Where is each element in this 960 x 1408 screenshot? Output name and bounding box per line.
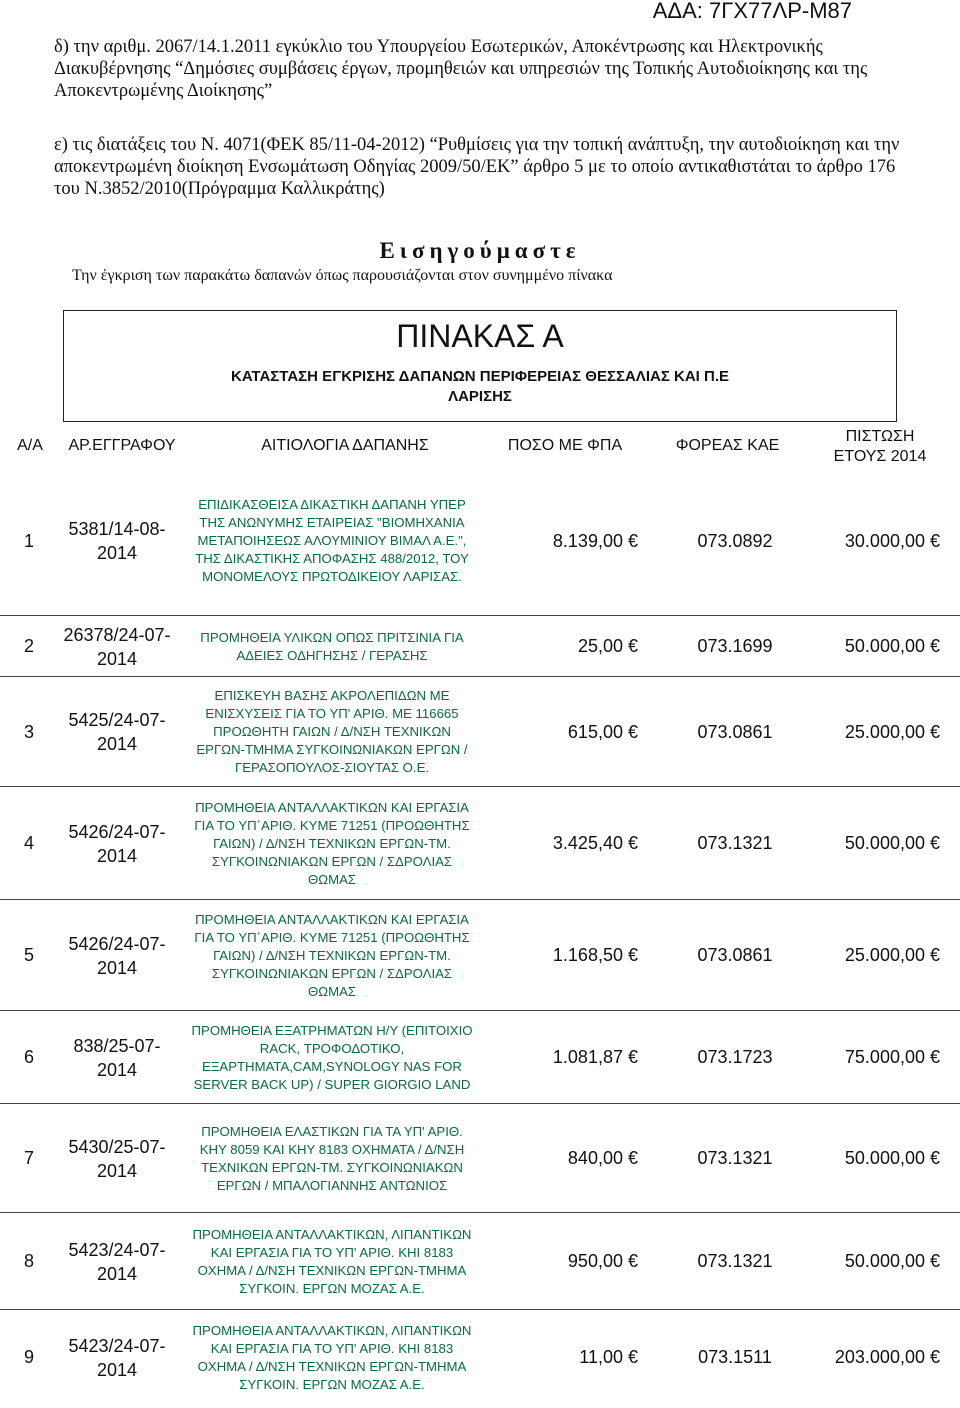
credit-2014-text: 50.000,00 [844, 1148, 925, 1168]
header-credit [815, 427, 945, 467]
table-title-box [63, 310, 897, 422]
expense-description-text: ΠΡΟΜΗΘΕΙΑ ΕΛΑΣΤΙΚΩΝ ΓΙΑ ΤΑ ΥΠ' ΑΡΙΘ. ΚΗΥ 8059 ΚΑΙ ΚΗΥ 8183 ΟΧΗΜΑΤΑ / Δ/ΝΣΗ ΤΕΧΝΙΚΩΝ ΕΡΓΩΝ-ΤΜ. ΣΥΓΚΟΙΝΩΝΙΑΚΩΝ ΕΡΓΩΝ / ΜΠΑΛΟΓΙΑΝΝΗΣ ΑΝΤΩΝΙΟΣ [199, 1123, 465, 1193]
expense-description-text: ΕΠΙΔΙΚΑΣΘΕΙΣΑ ΔΙΚΑΣΤΙΚΗ ΔΑΠΑΝΗ ΥΠΕΡ ΤΗΣ ΑΝΩΝΥΜΗΣ ΕΤΑΙΡΕΙΑΣ "ΒΙΟΜΗΧΑΝΙΑ ΜΕΤΑΠΟΙΗΣΕΩΣ ΑΛΟΥΜΙΝΙΟΥ ΒΙΜΑΛ Α.Ε.", ΤΗΣ ΔΙΚΑΣΤΙΚΗΣ ΑΠΟΦΑΣΗΣ 488/2012, ΤΟΥ ΜΟΝΟΜΕΛΟΥΣ ΠΡΩΤΟΔΙΚΕΙΟΥ ΛΑΡΙΣΑΣ. [195, 497, 469, 584]
amount-with-vat-text: 950,00 [567, 1251, 623, 1271]
expense-description-text: ΠΡΟΜΗΘΕΙΑ ΑΝΤΑΛΛΑΚΤΙΚΩΝ, ΛΙΠΑΝΤΙΚΩΝ ΚΑΙ ΕΡΓΑΣΙΑ ΓΙΑ ΤΟ ΥΠ' ΑΡΙΘ. ΚΗΙ 8183 ΟΧΗΜΑ / Δ/ΝΣΗ ΤΕΧΝΙΚΩΝ ΕΡΓΩΝ-ΤΜΗΜΑ ΣΥΓΚΟΙΝ. ΕΡΓΩΝ ΜΟΖΑΣ Α.Ε. [192, 1322, 472, 1392]
kae-code [680, 722, 790, 743]
expense-description [187, 1022, 477, 1094]
amount-with-vat [488, 722, 638, 743]
row-divider [0, 1010, 960, 1011]
euro-sign: € [627, 530, 638, 551]
amount-with-vat [488, 1047, 638, 1068]
row-divider [0, 899, 960, 900]
table-subtitle-line-2: ΛΑΡΙΣΗΣ [448, 388, 512, 405]
document-number-text: 26378/24-07-2014 [63, 624, 171, 669]
row-number [18, 636, 40, 657]
paragraph-d: δ) την αριθμ. 2067/14.1.2011 εγκύκλιο του Υπουργείου Εσωτερικών, Αποκέντρωσης και Ηλεκτρονικής Διακυβέρνησης “Δημόσιες συμβάσεις έργων, προμηθειών και υπηρεσιών της Τοπικής Αυτοδιοίκησης και της Αποκεντρωμένης Διοίκησης” [54, 37, 868, 101]
expense-description [187, 1226, 477, 1298]
amount-with-vat-text: 8.139,00 [552, 530, 623, 551]
euro-sign: € [627, 721, 638, 742]
table-subtitle [64, 367, 896, 407]
row-number-text: 3 [23, 721, 34, 742]
kae-code [680, 1047, 790, 1068]
header-doc: ΑΡ.ΕΓΓΡΑΦΟΥ [68, 437, 176, 454]
document-number [62, 932, 172, 980]
row-divider [0, 1212, 960, 1213]
euro-sign: € [929, 721, 940, 742]
document-number [62, 1238, 172, 1286]
heading-proposal: Εισηγούμαστε [379, 238, 581, 263]
amount-with-vat-text: 840,00 [567, 1148, 623, 1168]
header-credit-line-2: ΕΤΟΥΣ 2014 [833, 448, 927, 465]
row-divider [0, 786, 960, 787]
paragraph-e: ε) τις διατάξεις του Ν. 4071(ΦΕΚ 85/11-04-2012) “Ρυθμίσεις για την τοπική ανάπτυξη, την αυτοδιοίκηση και την αποκεντρωμένη διοίκηση Ενσωμάτωση Οδηγίας 2009/50/ΕΚ” άρθρο 5 με το οποίο αντικαθιστάται το άρθρο 176 του Ν.3852/2010(Πρόγραμμα Καλλικράτης) [54, 135, 900, 199]
kae-code [680, 1347, 790, 1368]
euro-sign: € [627, 1047, 638, 1067]
euro-sign: € [627, 833, 638, 853]
credit-2014-text: 50.000,00 [844, 1251, 925, 1271]
header-aa: Α/Α [17, 437, 43, 454]
credit-2014 [790, 1047, 940, 1068]
row-number-text: 8 [23, 1251, 34, 1271]
document-number [62, 708, 172, 756]
row-divider [0, 676, 960, 677]
kae-code [680, 945, 790, 966]
euro-sign: € [929, 1047, 940, 1067]
row-number [18, 1251, 40, 1272]
row-number-text: 4 [23, 833, 34, 853]
document-number-text: 5426/24-07-2014 [68, 933, 166, 978]
credit-2014 [790, 1148, 940, 1169]
amount-with-vat-text: 1.081,87 [552, 1047, 623, 1067]
credit-2014 [790, 636, 940, 657]
document-number [62, 820, 172, 868]
kae-code-text: 073.1321 [697, 1251, 773, 1271]
euro-sign: € [929, 530, 940, 551]
expense-description-text: ΠΡΟΜΗΘΕΙΑ ΑΝΤΑΛΛΑΚΤΙΚΩΝ, ΛΙΠΑΝΤΙΚΩΝ ΚΑΙ ΕΡΓΑΣΙΑ ΓΙΑ ΤΟ ΥΠ' ΑΡΙΘ. ΚΗΙ 8183 ΟΧΗΜΑ / Δ/ΝΣΗ ΤΕΧΝΙΚΩΝ ΕΡΓΩΝ-ΤΜΗΜΑ ΣΥΓΚΟΙΝ. ΕΡΓΩΝ ΜΟΖΑΣ Α.Ε. [192, 1226, 472, 1296]
ada-code: ΑΔΑ: 7ΓΧ77ΛΡ-Μ87 [652, 0, 852, 23]
row-number-text: 7 [23, 1148, 34, 1168]
amount-with-vat [488, 833, 638, 854]
amount-with-vat-text: 11,00 [579, 1347, 623, 1367]
document-number-text: 5430/25-07-2014 [68, 1136, 166, 1181]
document-number [62, 1034, 172, 1082]
header-reason: ΑΙΤΙΟΛΟΓΙΑ ΔΑΠΑΝΗΣ [261, 437, 429, 454]
euro-sign: € [929, 1251, 940, 1271]
amount-with-vat-text: 3.425,40 [552, 833, 623, 853]
credit-2014-text: 203.000,00 [834, 1347, 925, 1367]
kae-code [680, 1251, 790, 1272]
expense-description [187, 1123, 477, 1195]
credit-2014 [790, 531, 940, 552]
row-number [18, 1148, 40, 1169]
credit-2014 [790, 1347, 940, 1368]
row-number [18, 833, 40, 854]
kae-code-text: 073.1511 [698, 1347, 772, 1367]
expense-description-text: ΕΠΙΣΚΕΥΗ ΒΑΣΗΣ ΑΚΡΟΛΕΠΙΔΩΝ ΜΕ ΕΝΙΣΧΥΣΕΙΣ ΓΙΑ ΤΟ ΥΠ' ΑΡΙΘ. ΜΕ 116665 ΠΡΟΩΘΗΤΗ ΓΑΙΩΝ / Δ/ΝΣΗ ΤΕΧΝΙΚΩΝ ΕΡΓΩΝ-ΤΜΗΜΑ ΣΥΓΚΟΙΝΩΝΙΑΚΩΝ ΕΡΓΩΝ / ΓΕΡΑΣΟΠΟΥΛΟΣ-ΣΙΟΥΤΑΣ Ο.Ε. [196, 688, 468, 775]
row-number [18, 531, 40, 552]
kae-code-text: 073.1321 [697, 833, 773, 853]
euro-sign: € [627, 945, 638, 965]
row-number-text: 5 [23, 945, 34, 965]
euro-sign: € [627, 636, 638, 656]
amount-with-vat [488, 945, 638, 966]
row-number [18, 1047, 40, 1068]
amount-with-vat [488, 1148, 638, 1169]
kae-code-text: 073.1321 [697, 1148, 773, 1168]
expense-description [187, 911, 477, 1001]
euro-sign: € [627, 1251, 638, 1271]
row-number [18, 945, 40, 966]
row-number-text: 6 [23, 1047, 34, 1067]
document-number [62, 1135, 172, 1183]
credit-2014-text: 25.000,00 [844, 945, 925, 965]
row-number-text: 2 [23, 636, 34, 656]
euro-sign: € [929, 945, 940, 965]
document-number-text: 5425/24-07-2014 [68, 710, 166, 754]
credit-2014-text: 50.000,00 [844, 636, 925, 656]
kae-code [680, 531, 790, 552]
amount-with-vat [488, 1251, 638, 1272]
expense-description-text: ΠΡΟΜΗΘΕΙΑ ΑΝΤΑΛΛΑΚΤΙΚΩΝ ΚΑΙ ΕΡΓΑΣΙΑ ΓΙΑ ΤΟ ΥΠ΄ΑΡΙΘ. ΚΥΜΕ 71251 (ΠΡΟΩΘΗΤΗΣ ΓΑΙΩΝ) / Δ/ΝΣΗ ΤΕΧΝΙΚΩΝ ΕΡΓΩΝ-ΤΜ. ΣΥΓΚΟΙΝΩΝΙΑΚΩΝ ΕΡΓΩΝ / ΣΔΡΟΛΙΑΣ ΘΩΜΑΣ [194, 911, 470, 999]
row-divider [0, 1103, 960, 1104]
row-number-text: 1 [23, 530, 34, 551]
header-kae: ΦΟΡΕΑΣ ΚΑΕ [675, 437, 780, 454]
table-title: ΠΙΝΑΚΑΣ Α [396, 318, 564, 354]
kae-code [680, 636, 790, 657]
credit-2014 [790, 945, 940, 966]
credit-2014-text: 30.000,00 [844, 530, 925, 551]
credit-2014 [790, 833, 940, 854]
kae-code [680, 1148, 790, 1169]
kae-code-text: 073.1723 [697, 1047, 773, 1067]
document-number-text: 5423/24-07-2014 [68, 1335, 166, 1380]
amount-with-vat [488, 636, 638, 657]
expense-description-text: ΠΡΟΜΗΘΕΙΑ ΥΛΙΚΩΝ ΟΠΩΣ ΠΡΙΤΣΙΝΙΑ ΓΙΑ ΑΔΕΙΕΣ ΟΔΗΓΗΣΗΣ / ΓΕΡΑΣΗΣ [200, 629, 464, 663]
approval-subline: Την έγκριση των παρακάτω δαπανών όπως παρουσιάζονται στον συνημμένο πίνακα [72, 267, 613, 284]
expense-description [187, 799, 477, 889]
euro-sign: € [929, 833, 940, 853]
row-number-text: 9 [23, 1347, 34, 1367]
kae-code-text: 073.0861 [697, 945, 773, 965]
document-number-text: 5426/24-07-2014 [68, 821, 166, 866]
euro-sign: € [929, 1347, 940, 1367]
document-number [62, 623, 172, 671]
expense-description-text: ΠΡΟΜΗΘΕΙΑ ΕΞΑΤΡΗΜΑΤΩΝ Η/Υ (ΕΠΙΤΟΙΧΙΟ RACK, ΤΡΟΦΟΔΟΤΙΚΟ, ΕΞΑΡΤΗΜΑΤΑ,CAM,SYNOLOGY NAS FOR SERVER BACK UP) / SUPER GIORGIO LAND [191, 1022, 473, 1092]
expense-description-text: ΠΡΟΜΗΘΕΙΑ ΑΝΤΑΛΛΑΚΤΙΚΩΝ ΚΑΙ ΕΡΓΑΣΙΑ ΓΙΑ ΤΟ ΥΠ΄ΑΡΙΘ. ΚΥΜΕ 71251 (ΠΡΟΩΘΗΤΗΣ ΓΑΙΩΝ) / Δ/ΝΣΗ ΤΕΧΝΙΚΩΝ ΕΡΓΩΝ-ΤΜ. ΣΥΓΚΟΙΝΩΝΙΑΚΩΝ ΕΡΓΩΝ / ΣΔΡΟΛΙΑΣ ΘΩΜΑΣ [194, 799, 470, 887]
row-divider [0, 1309, 960, 1310]
kae-code-text: 073.0892 [697, 530, 773, 551]
euro-sign: € [627, 1347, 638, 1367]
euro-sign: € [929, 1148, 940, 1168]
amount-with-vat [488, 531, 638, 552]
row-number [18, 1347, 40, 1368]
kae-code [680, 833, 790, 854]
document-number-text: 838/25-07-2014 [73, 1035, 161, 1080]
header-amount: ΠΟΣΟ ΜΕ ΦΠΑ [507, 437, 623, 454]
expense-description [187, 1322, 477, 1394]
credit-2014-text: 75.000,00 [844, 1047, 925, 1067]
header-credit-line-1: ΠΙΣΤΩΣΗ [845, 428, 915, 445]
row-number [18, 722, 40, 743]
row-divider [0, 615, 960, 616]
euro-sign: € [929, 636, 940, 656]
kae-code-text: 073.0861 [697, 721, 773, 742]
table-subtitle-line-1: ΚΑΤΑΣΤΑΣΗ ΕΓΚΡΙΣΗΣ ΔΑΠΑΝΩΝ ΠΕΡΙΦΕΡΕΙΑΣ ΘΕΣΣΑΛΙΑΣ ΚΑΙ Π.Ε [231, 368, 729, 385]
document-number-text: 5423/24-07-2014 [68, 1239, 166, 1284]
document-number [62, 1334, 172, 1382]
credit-2014-text: 25.000,00 [844, 721, 925, 742]
amount-with-vat [488, 1347, 638, 1368]
amount-with-vat-text: 615,00 [567, 721, 623, 742]
amount-with-vat-text: 25,00 [577, 636, 623, 656]
kae-code-text: 073.1699 [697, 636, 773, 656]
expense-description [187, 629, 477, 665]
credit-2014 [790, 722, 940, 743]
document-number [62, 517, 172, 565]
amount-with-vat-text: 1.168,50 [552, 945, 623, 965]
expense-description [187, 496, 477, 586]
expense-description [187, 687, 477, 777]
euro-sign: € [627, 1148, 638, 1168]
credit-2014 [790, 1251, 940, 1272]
credit-2014-text: 50.000,00 [844, 833, 925, 853]
document-number-text: 5381/14-08-2014 [68, 519, 166, 563]
